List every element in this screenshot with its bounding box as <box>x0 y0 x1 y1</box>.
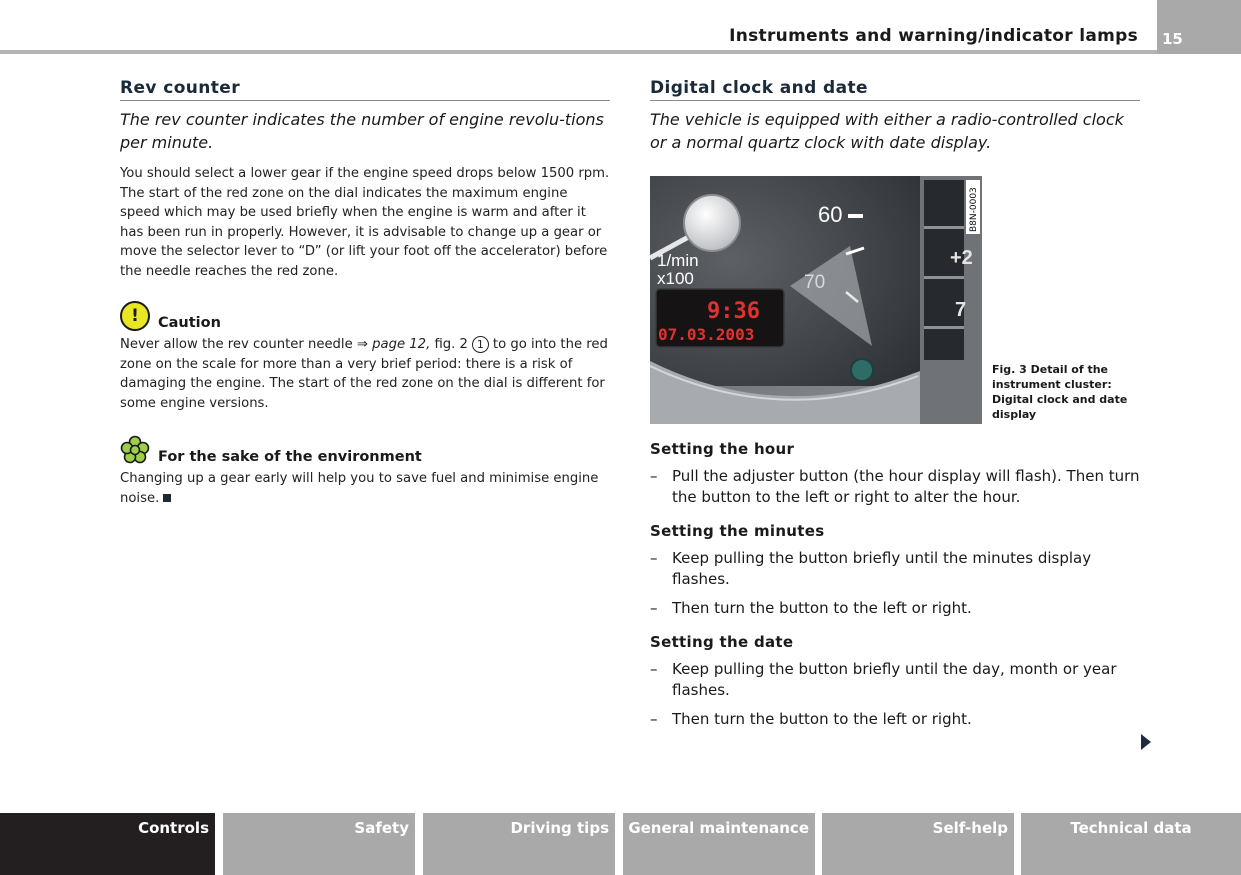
rev-counter-body: You should select a lower gear if the engine speed drops below 1500 rpm. The start of the red zone on the dial indicates the maximum engine speed which may be used briefly when the engine is warm and after it has been run in properly. However, it is advisable to change up a gear or move the selector lever to “D” (or lift your foot off the accelerator) before the needle reaches the red zone. <box>120 166 610 279</box>
caution-label: Caution <box>158 315 221 331</box>
environment-text-body: Changing up a gear early will help you to save fuel and minimise engine noise. <box>120 471 599 506</box>
step-dash: – <box>650 660 658 678</box>
caution-fig-ref: fig. 2 <box>434 337 468 352</box>
step-text: Then turn the button to the left or right. <box>672 599 972 617</box>
nav-tab-general-maintenance[interactable]: General maintenance <box>623 813 815 875</box>
instruction-section-date <box>650 633 1140 730</box>
environment-text <box>120 469 610 508</box>
instruction-section-minutes <box>650 522 1140 619</box>
nav-tab-self-help[interactable]: Self-help <box>822 813 1014 875</box>
step-dash: – <box>650 549 658 567</box>
side-label-plus2: +2 <box>950 247 973 269</box>
step-dash: – <box>650 467 658 485</box>
step-text: Pull the adjuster button (the hour display will flash). Then turn the button to the left or right to alter the hour. <box>672 467 1140 506</box>
nav-tab-controls[interactable]: Controls <box>0 813 215 875</box>
environment-notice <box>120 435 610 508</box>
digital-clock-section <box>650 78 1140 730</box>
unit-label-x100: x100 <box>657 269 694 288</box>
clock-time-display: 9:36 <box>707 299 760 324</box>
heading-setting-minutes: Setting the minutes <box>650 522 825 540</box>
step-item <box>650 709 1140 730</box>
instrument-cluster-figure <box>650 176 982 424</box>
nav-tab-driving-tips[interactable]: Driving tips <box>423 813 615 875</box>
nav-tab-safety[interactable]: Safety <box>223 813 415 875</box>
caution-text <box>120 335 610 413</box>
side-label-7: 7 <box>955 299 967 321</box>
section-title-rev-counter: Rev counter <box>120 78 610 101</box>
step-item <box>650 598 1140 619</box>
caution-text-before: Never allow the rev counter needle ⇒ <box>120 337 368 352</box>
rev-counter-intro: The rev counter indicates the number of engine revolu-tions per minute. <box>120 110 604 152</box>
caution-page-link[interactable]: page 12, <box>372 337 431 352</box>
instruction-section-hour <box>650 440 1140 508</box>
step-dash: – <box>650 599 658 617</box>
callout-number-icon: 1 <box>472 336 489 353</box>
flower-icon <box>120 435 150 465</box>
page-number: 15 <box>1162 30 1183 48</box>
figure-3 <box>650 176 1140 426</box>
caution-notice <box>120 301 610 413</box>
next-page-arrow-icon[interactable] <box>1141 734 1151 750</box>
step-text: Keep pulling the button briefly until the day, month or year flashes. <box>672 660 1117 699</box>
section-title-digital-clock: Digital clock and date <box>650 78 1140 101</box>
figure-code-label <box>966 180 980 234</box>
step-text: Then turn the button to the left or right. <box>672 710 972 728</box>
step-item <box>650 548 1140 590</box>
rev-70-label: 70 <box>804 272 826 293</box>
date-display: 07.03.2003 <box>658 325 755 344</box>
step-item <box>650 466 1140 508</box>
unit-label-rpm: 1/min <box>657 251 699 270</box>
environment-label: For the sake of the environment <box>158 449 422 465</box>
heading-setting-date: Setting the date <box>650 633 794 651</box>
heading-setting-hour: Setting the hour <box>650 440 795 458</box>
end-of-section-icon <box>163 494 171 502</box>
step-text: Keep pulling the button briefly until the minutes display flashes. <box>672 549 1092 588</box>
step-dash: – <box>650 710 658 728</box>
chapter-title: Instruments and warning/indicator lamps <box>729 26 1138 46</box>
nav-tab-technical-data[interactable]: Technical data <box>1021 813 1241 875</box>
header-rule <box>0 50 1157 54</box>
figure-code-text: B8N-0003 <box>969 187 979 232</box>
step-item <box>650 659 1140 701</box>
speed-60-label: 60 <box>818 202 843 227</box>
rev-counter-section <box>120 78 610 508</box>
caution-text-after: to go into the red zone on the scale for more than a very brief period: there is a risk of damaging the engine. The start of the red zone on the dial is different for some engine versions. <box>120 337 608 411</box>
figure-caption: Fig. 3 Detail of the instrument cluster: Digital clock and date display <box>992 363 1128 421</box>
digital-clock-intro: The vehicle is equipped with either a radio-controlled clock or a normal quartz clock with date display. <box>650 110 1124 152</box>
caution-icon: ! <box>120 301 150 331</box>
